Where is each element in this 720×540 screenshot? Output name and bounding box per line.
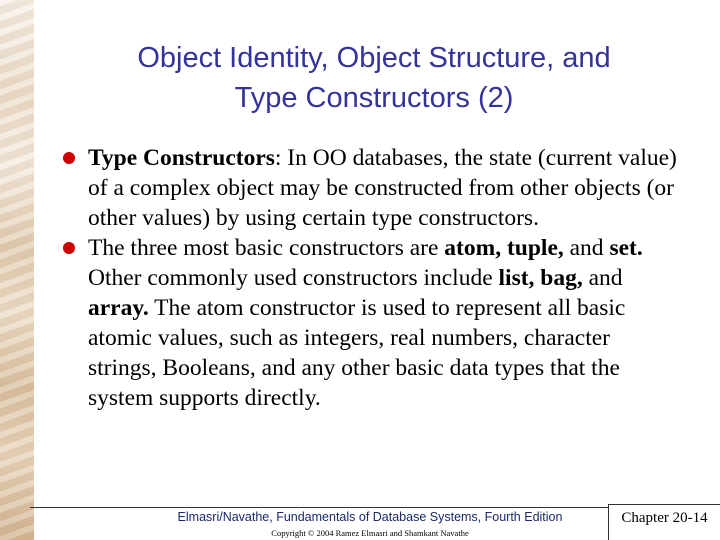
bullet-dot-icon bbox=[63, 242, 75, 254]
bullet-dot-icon bbox=[63, 152, 75, 164]
chapter-page-number: Chapter 20-14 bbox=[608, 504, 720, 540]
title-line-1: Object Identity, Object Structure, and bbox=[137, 42, 611, 74]
bullet1-bold-term: Type Constructors bbox=[88, 145, 275, 171]
bullet-item-type-constructors bbox=[62, 143, 682, 233]
slide-title bbox=[60, 38, 688, 118]
bullet2-bold-2: set. bbox=[609, 235, 643, 261]
footer-copyright: Copyright © 2004 Ramez Elmasri and Shamkant Navathe bbox=[271, 528, 469, 538]
bullet1-text: : In OO databases, the state (current value) of a complex object may be constructed from other objects (or other values) by using certain type constructors. bbox=[88, 145, 677, 231]
bullet-item-basic-constructors bbox=[62, 233, 682, 413]
bullet-list bbox=[62, 143, 682, 413]
bullet2-text-3: Other commonly used constructors include bbox=[88, 265, 499, 291]
bullet2-text-1: The three most basic constructors are bbox=[88, 235, 445, 261]
decorative-side-strip bbox=[0, 0, 34, 540]
bullet2-text-5: The atom constructor is used to represent all basic atomic values, such as integers, real numbers, character strings, Booleans, and any other basic data types that the system supports directly. bbox=[88, 295, 626, 411]
bullet2-bold-3: list, bag, bbox=[498, 265, 583, 291]
bullet2-bold-4: array. bbox=[88, 295, 149, 321]
footer-divider bbox=[30, 507, 608, 508]
footer-book-title: Elmasri/Navathe, Fundamentals of Database Systems, Fourth Edition bbox=[177, 510, 563, 524]
bullet2-text-2: and bbox=[563, 235, 610, 261]
bullet2-text-4: and bbox=[582, 265, 623, 291]
bullet2-bold-1: atom, tuple, bbox=[444, 235, 564, 261]
title-line-2: Type Constructors (2) bbox=[234, 82, 514, 114]
